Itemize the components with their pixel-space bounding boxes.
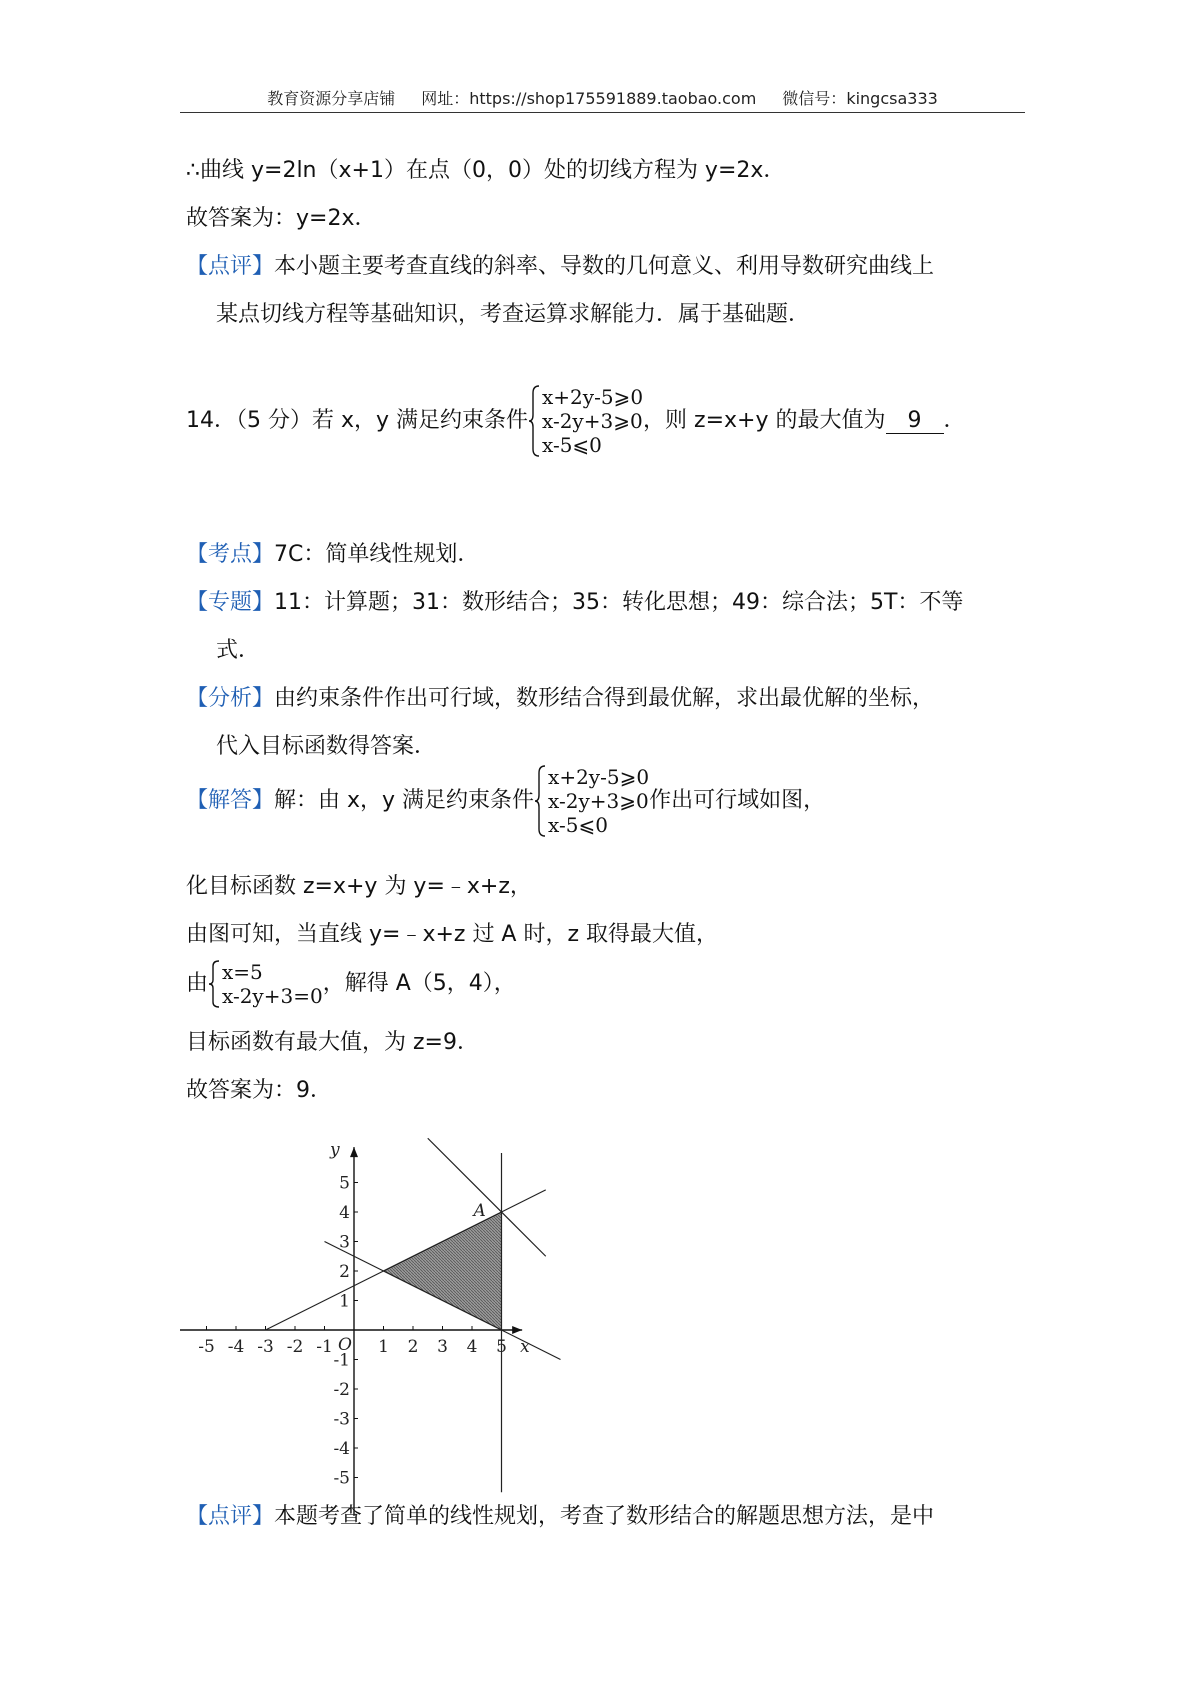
prev-line-2: 故答案为：y=2x． — [186, 206, 377, 231]
constraint-3: x-5⩽0 — [542, 433, 602, 457]
eq-2: x-2y+3=0 — [222, 984, 323, 1008]
jieda — [186, 765, 825, 837]
jieda-line-3: 由图可知，当直线 y=﹣x+z 过 A 时，z 取得最大值， — [186, 922, 719, 947]
x-tick-label: 3 — [437, 1337, 448, 1357]
constraint-1: x+2y-5⩾0 — [542, 385, 644, 409]
kaodian-tag: 【考点】 — [186, 542, 275, 567]
y-tick-label: -4 — [333, 1439, 350, 1459]
left-brace-icon — [534, 765, 546, 837]
point-a-label: A — [473, 1201, 486, 1221]
y-tick-label: 2 — [339, 1262, 350, 1282]
jieda-tag: 【解答】 — [186, 788, 275, 813]
origin-label: O — [338, 1335, 352, 1355]
intersection-system — [208, 960, 323, 1008]
jieda-line-5: 目标函数有最大值，为 z=9． — [186, 1030, 479, 1055]
x-axis-label: x — [520, 1337, 530, 1357]
jieda-pre: 解：由 x，y 满足约束条件 — [274, 788, 535, 813]
fenxi-tag: 【分析】 — [186, 686, 275, 711]
x-axis-arrow-icon — [512, 1326, 522, 1334]
feasible-region-graph — [180, 1125, 580, 1489]
x-tick-label: -1 — [316, 1337, 333, 1357]
feasible-region — [384, 1212, 502, 1330]
x-tick-label: -2 — [286, 1337, 304, 1357]
q14-stem-end: ． — [943, 408, 966, 433]
jieda-constraint-3: x-5⩽0 — [548, 813, 608, 837]
zhuanti-cont: 式． — [216, 638, 261, 663]
comment-tag: 【点评】 — [186, 254, 275, 279]
wechat-id: kingcsa333 — [846, 89, 938, 108]
constraint-2: x-2y+3⩾0 — [542, 409, 643, 433]
prev-line-1: ∴曲线 y=2ln（x+1）在点（0，0）处的切线方程为 y=2x． — [186, 158, 786, 183]
x-tick-label: 5 — [496, 1337, 507, 1357]
y-tick-label: 4 — [339, 1203, 350, 1223]
y-tick-label: -3 — [333, 1409, 350, 1430]
header-divider — [180, 112, 1025, 113]
left-brace-icon — [208, 960, 220, 1008]
fenxi-cont: 代入目标函数得答案． — [216, 734, 437, 759]
shop-url[interactable]: https://shop175591889.taobao.com — [469, 89, 757, 108]
jieda-constraint-system — [534, 765, 649, 837]
jieda-constraint-2: x-2y+3⩾0 — [548, 789, 649, 813]
x-tick-label: -5 — [198, 1337, 215, 1357]
x-tick-label: 1 — [378, 1337, 389, 1357]
dianping — [186, 1502, 934, 1532]
y-tick-label: 1 — [339, 1291, 350, 1312]
jieda-line-4 — [186, 960, 516, 1008]
wechat-label: 微信号： — [782, 89, 847, 108]
jieda-constraint-1: x+2y-5⩾0 — [548, 765, 650, 789]
fenxi-text-1: 由约束条件作出可行域，数形结合得到最优解，求出最优解的坐标， — [274, 686, 935, 711]
jieda-line-2: 化目标函数 z=x+y 为 y=﹣x+z， — [186, 874, 532, 899]
x-tick-label: -4 — [227, 1337, 245, 1357]
left-brace-icon — [528, 385, 540, 457]
jieda-line4-pre: 由 — [186, 971, 209, 996]
fenxi — [186, 684, 934, 714]
eq-1: x=5 — [222, 960, 263, 984]
answer-blank: 9 — [886, 409, 944, 434]
x-tick-label: 4 — [466, 1337, 478, 1357]
zhuanti-tag: 【专题】 — [186, 590, 275, 615]
jieda-line4-post: ，解得 A（5，4）， — [322, 971, 516, 996]
y-tick-label: -2 — [333, 1380, 350, 1400]
kaodian-text: 7C：简单线性规划． — [274, 542, 480, 567]
q14-stem-post: ，则 z=x+y 的最大值为 — [643, 408, 886, 433]
q14-stem-pre: 14．（5 分）若 x，y 满足约束条件 — [186, 408, 529, 433]
constraint-line — [266, 1190, 546, 1330]
prev-comment-cont: 某点切线方程等基础知识，考查运算求解能力．属于基础题． — [216, 302, 811, 327]
zhuanti — [186, 588, 963, 618]
x-tick-label: -3 — [257, 1337, 274, 1357]
y-tick-label: 5 — [339, 1173, 350, 1194]
kaodian — [186, 540, 479, 570]
y-tick-label: 3 — [339, 1232, 350, 1253]
x-tick-label: 2 — [407, 1337, 419, 1357]
shop-name: 教育资源分享店铺 — [267, 89, 396, 108]
jieda-post: 作出可行域如图， — [649, 788, 826, 813]
zhuanti-text-1: 11：计算题；31：数形结合；35：转化思想；49：综合法；5T：不等 — [274, 590, 964, 615]
y-axis-label: y — [330, 1140, 340, 1161]
prev-comment — [186, 252, 934, 282]
comment-text-1: 本小题主要考查直线的斜率、导数的几何意义、利用导数研究曲线上 — [274, 254, 935, 279]
jieda-line-6: 故答案为：9． — [186, 1078, 332, 1103]
y-axis-arrow-icon — [350, 1147, 358, 1157]
y-tick-label: -1 — [333, 1350, 350, 1371]
page-header — [180, 86, 1025, 109]
question-14 — [186, 385, 966, 457]
dianping-text: 本题考查了简单的线性规划，考查了数形结合的解题思想方法，是中 — [274, 1504, 935, 1529]
constraint-system — [528, 385, 643, 457]
y-tick-label: -5 — [333, 1468, 350, 1489]
dianping-tag: 【点评】 — [186, 1504, 275, 1529]
url-label: 网址： — [421, 89, 470, 108]
